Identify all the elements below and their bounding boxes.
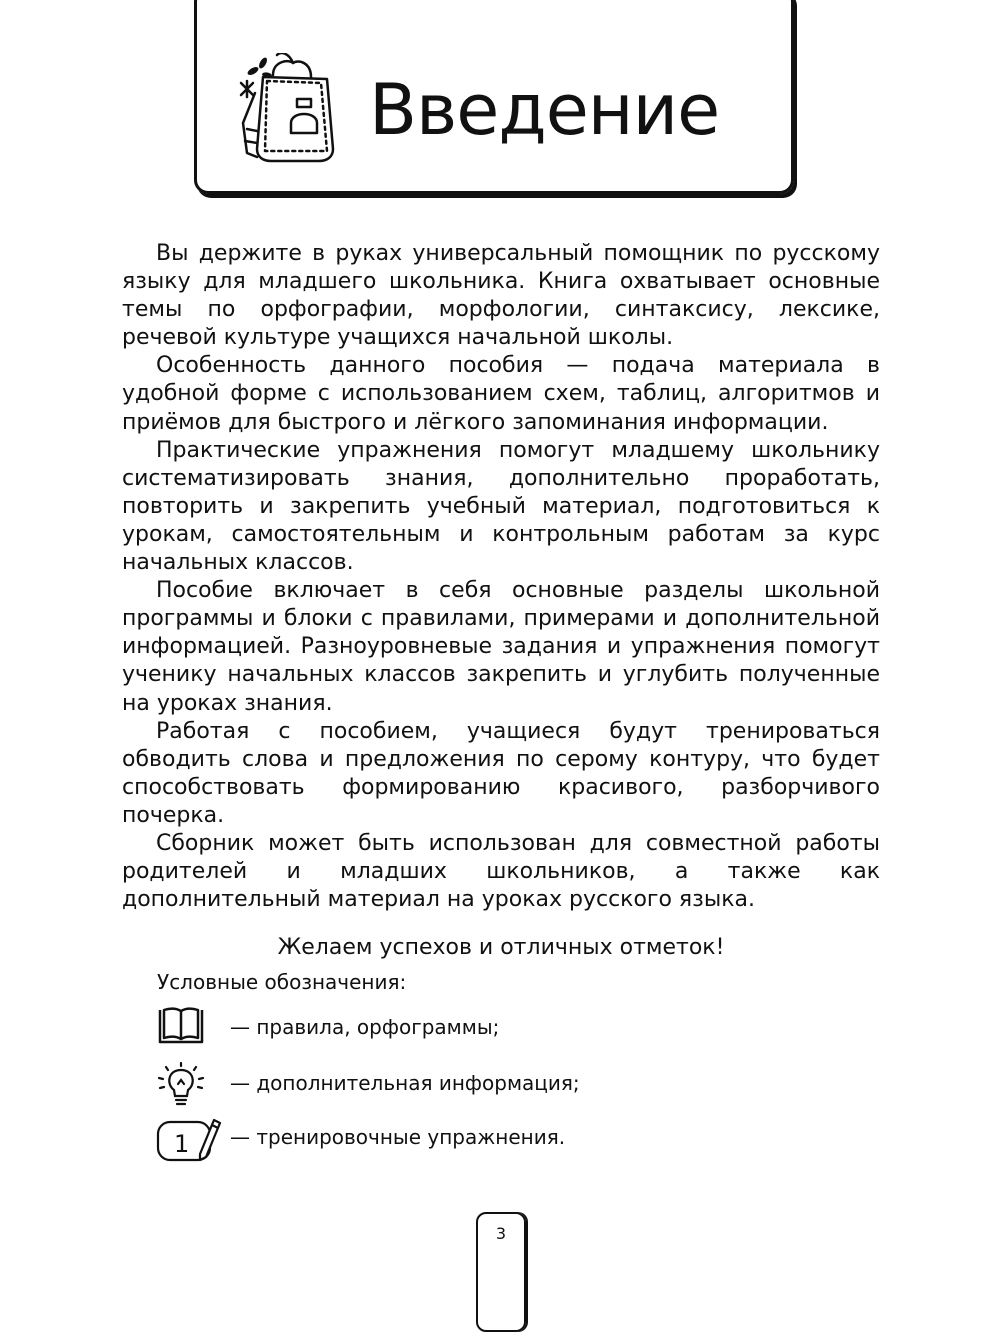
paragraph: Сборник может быть использован для совместной работы родителей и младших школьников, а также как дополнительный материал на уроках русского языка.	[122, 830, 880, 913]
page-number: 3	[495, 1224, 507, 1243]
intro-text	[122, 240, 880, 962]
legend-text: — дополнительная информация;	[230, 1071, 580, 1095]
page-number-tab	[476, 1212, 526, 1332]
legend-text: — правила, орфограммы;	[230, 1015, 500, 1039]
lightbulb-icon	[156, 1062, 206, 1108]
legend-text: — тренировочные упражнения.	[230, 1125, 566, 1149]
closing-wish: Желаем успехов и отличных отметок!	[277, 935, 725, 961]
title-box	[194, 0, 794, 194]
book-icon	[156, 1006, 206, 1046]
paragraph: Пособие включает в себя основные разделы школьной программы и блоки с правилами, примерами и дополнительной информацией. Разноуровневые задания и упражнения помогут ученику начальных классов закрепить и углубить полученные на уроках знания.	[122, 578, 880, 716]
exercise-number: 1	[174, 1130, 190, 1158]
paragraph: Работая с пособием, учащиеся будут тренироваться обводить слова и предложения по серому контуру, что будет способствовать формированию красивого, разборчивого почерка.	[122, 718, 880, 828]
exercise-pencil-icon	[156, 1116, 222, 1164]
paragraph: Особенность данного пособия — подача материала в удобной форме с использованием схем, таблиц, алгоритмов и приёмов для быстрого и лёгкого запоминания информации.	[122, 353, 880, 435]
legend-title: Условные обозначения:	[157, 970, 407, 994]
paragraph: Вы держите в руках универсальный помощник по русскому языку для младшего школьника. Книга охватывает основные темы по орфографии, морфологии, синтаксису, лексике, речевой культуре учащихся начальной школы.	[122, 241, 880, 351]
backpack-icon	[233, 53, 353, 165]
page-title: Введение	[369, 69, 720, 151]
paragraph: Практические упражнения помогут младшему школьнику систематизировать знания, дополнительно проработать, повторить и закрепить учебный материал, подготовиться к урокам, самостоятельным и контрольным работам за курс начальных классов.	[122, 437, 880, 576]
